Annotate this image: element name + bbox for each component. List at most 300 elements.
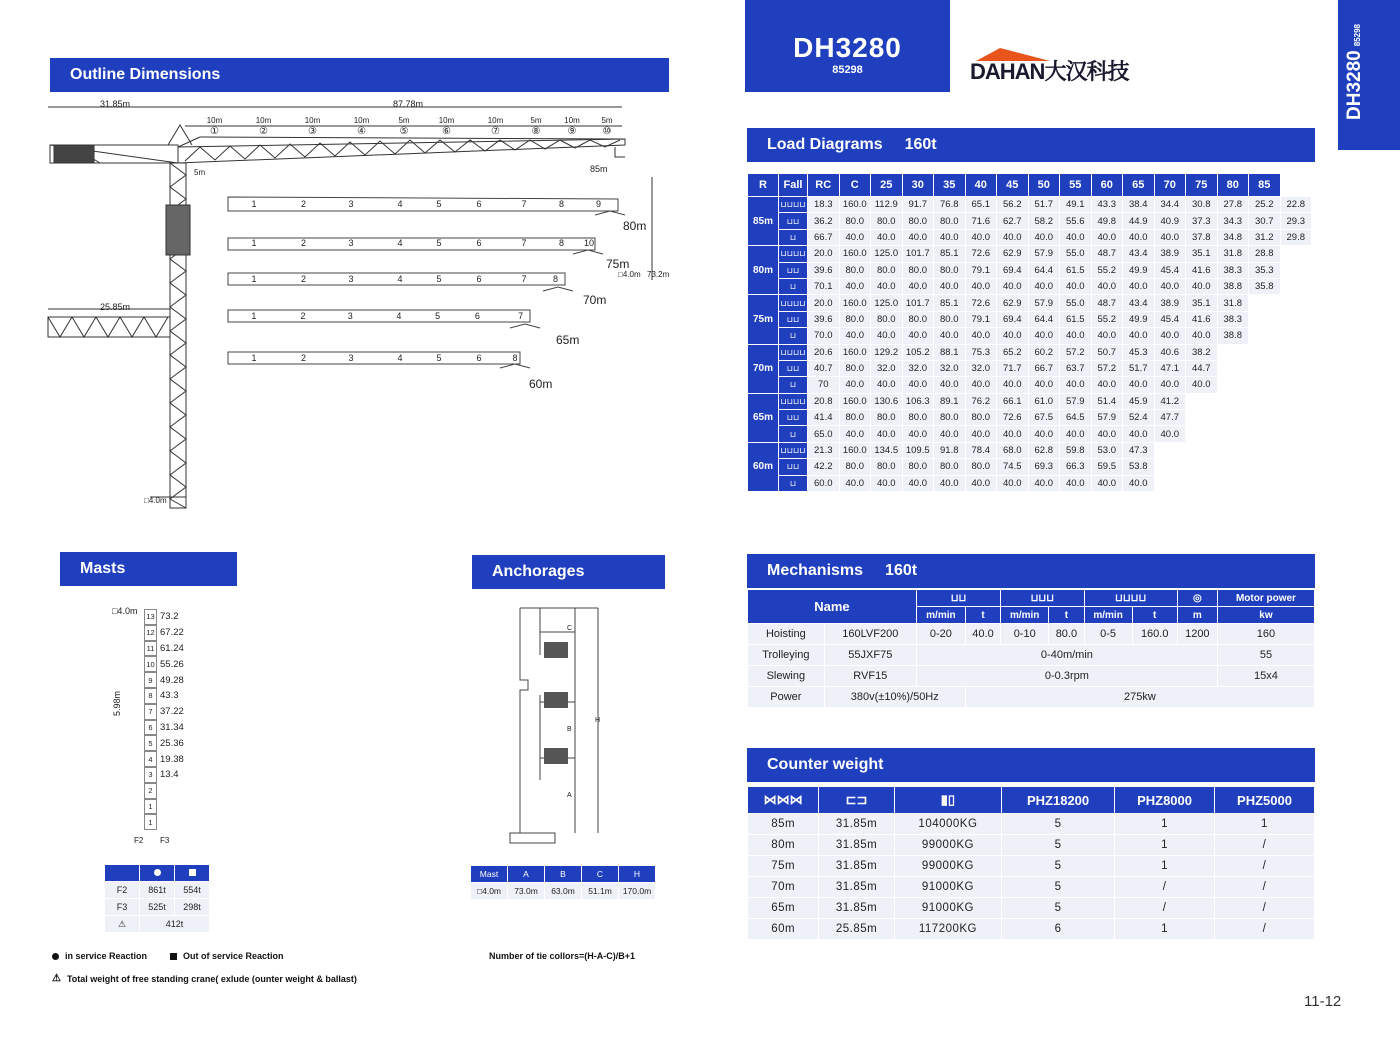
load-cell: 60.2 xyxy=(1029,345,1060,360)
note-total-weight xyxy=(52,973,357,984)
mast-stack xyxy=(144,609,204,830)
cell: 1200 xyxy=(1178,624,1217,644)
load-cell: 40.0 xyxy=(840,426,871,441)
load-cell: 160.0 xyxy=(840,345,871,360)
table-row xyxy=(748,295,1311,310)
fall-icon: ⊔⊔⊔⊔ xyxy=(779,295,807,310)
load-cell: 80.0 xyxy=(934,263,965,278)
table-row xyxy=(748,213,1311,228)
load-cell: 55.0 xyxy=(1060,246,1091,261)
header-cell: Fall xyxy=(779,174,807,196)
load-cell: 30.8 xyxy=(1186,197,1217,212)
load-cell: 40.0 xyxy=(934,377,965,392)
load-cell: 40.0 xyxy=(871,230,902,245)
load-cell: 40.0 xyxy=(840,279,871,294)
load-cell: 59.8 xyxy=(1060,443,1091,458)
jib-seg: 3 xyxy=(348,353,354,363)
load-cell: 40.6 xyxy=(1155,345,1186,360)
mast-level xyxy=(144,799,204,815)
load-cell: 80.0 xyxy=(934,312,965,327)
table-row xyxy=(105,916,209,932)
cell: 5 xyxy=(1002,835,1114,855)
load-cell: 40.0 xyxy=(903,328,934,343)
load-cell: 80.0 xyxy=(840,361,871,376)
load-cell: 40.0 xyxy=(840,377,871,392)
load-cell: 32.0 xyxy=(934,361,965,376)
jib-seg: 1 xyxy=(251,353,257,363)
empty-cell xyxy=(1155,459,1186,474)
load-cell: 59.5 xyxy=(1092,459,1123,474)
load-cell: 79.1 xyxy=(966,263,997,278)
load-cell: 80.0 xyxy=(871,312,902,327)
empty-cell xyxy=(1281,443,1312,458)
jib-seg: 5 xyxy=(436,238,442,248)
load-cell: 40.0 xyxy=(1092,279,1123,294)
mast-height: 55.26 xyxy=(160,658,184,670)
mast-section-number: 4 xyxy=(144,751,157,767)
cell: 1 xyxy=(1115,835,1214,855)
load-cell: 40.0 xyxy=(1060,328,1091,343)
cell: 6 xyxy=(1002,919,1114,939)
load-cell: 70.1 xyxy=(808,279,839,294)
load-cell: 40.0 xyxy=(997,426,1028,441)
load-cell: 20.0 xyxy=(808,295,839,310)
model-name: DH3280 xyxy=(793,32,902,63)
load-cell: 80.0 xyxy=(903,312,934,327)
cell: 91000KG xyxy=(895,877,1001,897)
load-cell: 85.1 xyxy=(934,295,965,310)
load-cell: 39.6 xyxy=(808,312,839,327)
load-cell: 80.0 xyxy=(840,213,871,228)
cell: 160 xyxy=(1218,624,1314,644)
load-cell: 48.7 xyxy=(1092,295,1123,310)
cell: 60m xyxy=(748,919,818,939)
load-cell: 51.7 xyxy=(1123,361,1154,376)
jib-label-75: 75m xyxy=(606,257,630,271)
load-cell: 40.0 xyxy=(871,426,902,441)
load-cell: 60.0 xyxy=(808,476,839,491)
mast-section-number: 10 xyxy=(144,656,157,672)
load-cell: 129.2 xyxy=(871,345,902,360)
header-cell: 80 xyxy=(1218,174,1249,196)
load-cell: 62.8 xyxy=(1029,443,1060,458)
load-cell: 80.0 xyxy=(871,263,902,278)
cell: 31.85m xyxy=(819,877,894,897)
load-cell: 56.2 xyxy=(997,197,1028,212)
load-header xyxy=(747,128,1315,162)
fall-icon: ⊔ xyxy=(779,476,807,491)
load-cell: 160.0 xyxy=(840,443,871,458)
jib-seg: 2 xyxy=(300,353,306,363)
table-row xyxy=(748,624,1314,644)
load-cell: 49.8 xyxy=(1092,213,1123,228)
load-cell: 80.0 xyxy=(840,263,871,278)
mast-section-number: 2 xyxy=(144,783,157,799)
cell: 15x4 xyxy=(1218,666,1314,686)
masts-title: Masts xyxy=(80,560,126,577)
weight-icon: ⚠ xyxy=(105,916,139,932)
load-cell: 40.0 xyxy=(1060,426,1091,441)
load-cell: 20.8 xyxy=(808,394,839,409)
cell: 31.85m xyxy=(819,856,894,876)
table-row xyxy=(748,263,1311,278)
cell: 55JXF75 xyxy=(825,645,916,665)
load-cell: 40.0 xyxy=(1155,328,1186,343)
load-table xyxy=(747,173,1312,492)
cell: / xyxy=(1215,835,1314,855)
mast-section-number: 7 xyxy=(144,704,157,720)
load-cell: 21.3 xyxy=(808,443,839,458)
cell: 0-20 xyxy=(917,624,965,644)
counter-jib-length: 31.85m xyxy=(100,99,131,109)
load-cell: 52.4 xyxy=(1123,410,1154,425)
cell: 117200KG xyxy=(895,919,1001,939)
fall-icon: ⊔⊔⊔⊔ xyxy=(779,345,807,360)
load-cell: 40.0 xyxy=(997,279,1028,294)
cell: 554t xyxy=(175,882,209,898)
jib-seg: 3 xyxy=(348,238,354,248)
load-cell: 40.0 xyxy=(966,230,997,245)
jib-seg: 7 xyxy=(521,274,527,284)
cell: 5 xyxy=(1002,856,1114,876)
cell: 75m xyxy=(748,856,818,876)
cell: □4.0m xyxy=(471,883,507,899)
segment-length: 10m xyxy=(304,116,321,125)
load-cell: 40.0 xyxy=(1092,230,1123,245)
empty-cell xyxy=(1218,459,1249,474)
radius-cell: 65m xyxy=(748,394,778,442)
header-cell: PHZ18200 xyxy=(1002,787,1114,813)
jib-seg: 1 xyxy=(251,238,257,248)
weight-block-icon: ▮▯ xyxy=(895,787,1001,813)
mast-section-number: 12 xyxy=(144,625,157,641)
header-cell: A xyxy=(508,866,544,882)
jib-seg: 8 xyxy=(552,274,558,284)
load-cell: 66.1 xyxy=(997,394,1028,409)
jib-seg: 2 xyxy=(300,311,306,321)
load-cell: 31.8 xyxy=(1218,246,1249,261)
load-cell: 79.1 xyxy=(966,312,997,327)
load-cell: 38.8 xyxy=(1218,279,1249,294)
mast-height: 37.22 xyxy=(160,706,184,718)
jib-seg: 7 xyxy=(521,199,527,209)
load-cell: 40.0 xyxy=(903,426,934,441)
load-cell: 40.0 xyxy=(871,279,902,294)
outline-header xyxy=(50,58,669,92)
load-cell: 109.5 xyxy=(903,443,934,458)
load-cell: 61.0 xyxy=(1029,394,1060,409)
jib-seg: 6 xyxy=(476,199,482,209)
counterweight-title: Counter weight xyxy=(767,756,884,773)
note-in-service xyxy=(52,951,147,961)
cell: 525t xyxy=(140,899,174,915)
load-cell: 80.0 xyxy=(934,213,965,228)
mast-note: □4.0m xyxy=(618,270,641,279)
jib-variant-70 xyxy=(228,274,568,284)
cell: 55 xyxy=(1218,645,1314,665)
cell: 31.85m xyxy=(819,898,894,918)
load-cell: 49.1 xyxy=(1060,197,1091,212)
cell: / xyxy=(1215,877,1314,897)
jib-seg: 6 xyxy=(476,353,482,363)
header-cell: C xyxy=(582,866,618,882)
table-row xyxy=(748,476,1311,491)
load-cell: 62.9 xyxy=(997,246,1028,261)
empty-cell xyxy=(1281,361,1312,376)
jib-seg: 2 xyxy=(300,238,306,248)
load-cell: 40.0 xyxy=(1060,476,1091,491)
load-cell: 40.0 xyxy=(903,230,934,245)
mechanisms-subtitle: 160t xyxy=(885,562,918,579)
load-cell: 40.0 xyxy=(934,279,965,294)
table-row xyxy=(748,877,1314,897)
load-cell: 48.7 xyxy=(1092,246,1123,261)
unit-header: m/min xyxy=(1001,607,1048,623)
load-cell: 34.4 xyxy=(1155,197,1186,212)
load-cell: 55.2 xyxy=(1092,312,1123,327)
load-cell: 35.8 xyxy=(1249,279,1280,294)
segment-length: 10m xyxy=(487,116,504,125)
load-cell: 40.0 xyxy=(1186,279,1217,294)
cell: 160LVF200 xyxy=(825,624,916,644)
row-label: F2 xyxy=(105,882,139,898)
load-cell: 27.8 xyxy=(1218,197,1249,212)
load-cell: 40.0 xyxy=(840,230,871,245)
empty-cell xyxy=(1249,377,1280,392)
load-cell: 40.0 xyxy=(934,328,965,343)
cell: 80m xyxy=(748,835,818,855)
load-cell: 40.0 xyxy=(1155,377,1186,392)
jib-seg: 5 xyxy=(436,274,442,284)
empty-cell xyxy=(1249,426,1280,441)
segment-length: 5m xyxy=(601,116,613,125)
load-cell: 64.4 xyxy=(1029,312,1060,327)
load-cell: 40.0 xyxy=(1029,426,1060,441)
load-cell: 57.2 xyxy=(1092,361,1123,376)
jib-variant-60 xyxy=(228,353,528,363)
anchor-label-c: C xyxy=(567,625,573,632)
load-cell: 43.4 xyxy=(1123,295,1154,310)
logo-triangle-icon xyxy=(976,48,1050,61)
load-cell: 130.6 xyxy=(871,394,902,409)
load-cell: 40.0 xyxy=(1092,426,1123,441)
jib-total-length: 87.78m xyxy=(393,99,424,109)
table-row xyxy=(748,312,1311,327)
cell: 31.85m xyxy=(819,814,894,834)
empty-cell xyxy=(1249,476,1280,491)
hoist-single-icon: ⊔⊔ xyxy=(917,590,1000,606)
jib-label-80: 80m xyxy=(623,219,647,233)
load-cell: 38.2 xyxy=(1186,345,1217,360)
outline-title: Outline Dimensions xyxy=(70,66,221,83)
load-cell: 35.1 xyxy=(1186,295,1217,310)
table-row xyxy=(748,394,1311,409)
load-cell: 160.0 xyxy=(840,295,871,310)
table-row xyxy=(748,410,1311,425)
empty-cell xyxy=(1281,377,1312,392)
load-cell: 105.2 xyxy=(903,345,934,360)
load-cell: 160.0 xyxy=(840,197,871,212)
header-cell: C xyxy=(840,174,871,196)
load-cell: 50.7 xyxy=(1092,345,1123,360)
mast-height: 61.24 xyxy=(160,642,184,654)
table-row xyxy=(748,230,1311,245)
segment-length: 10m xyxy=(564,116,580,125)
jib-seg: 1 xyxy=(251,274,257,284)
load-cell: 40.0 xyxy=(966,279,997,294)
load-cell: 40.0 xyxy=(1155,426,1186,441)
radius-cell: 75m xyxy=(748,295,778,343)
jib-icon: ⋈⋈⋈ xyxy=(748,787,818,813)
jib-seg: 4 xyxy=(397,274,403,284)
segment-number: ③ xyxy=(308,126,317,137)
empty-cell xyxy=(1249,312,1280,327)
fall-icon: ⊔⊔⊔⊔ xyxy=(779,394,807,409)
load-cell: 40.0 xyxy=(871,476,902,491)
mechanisms-title: Mechanisms xyxy=(767,562,864,579)
segment-number: ⑥ xyxy=(442,126,451,137)
load-cell: 70 xyxy=(808,377,839,392)
load-cell: 80.0 xyxy=(903,213,934,228)
table-row xyxy=(748,443,1311,458)
load-cell: 55.6 xyxy=(1060,213,1091,228)
jib-seg: 7 xyxy=(518,311,524,321)
radius-cell: 70m xyxy=(748,345,778,393)
load-cell: 58.2 xyxy=(1029,213,1060,228)
reaction-table xyxy=(104,864,210,933)
header-cell: 30 xyxy=(903,174,934,196)
cell: 99000KG xyxy=(895,856,1001,876)
empty-cell xyxy=(1218,426,1249,441)
load-cell: 40.0 xyxy=(1186,328,1217,343)
jib-seg: 1 xyxy=(251,311,257,321)
mast-level xyxy=(144,735,204,751)
load-cell: 106.3 xyxy=(903,394,934,409)
load-cell: 70.0 xyxy=(808,328,839,343)
counterweight-table xyxy=(747,786,1315,940)
load-cell: 55.2 xyxy=(1092,263,1123,278)
empty-cell xyxy=(1218,361,1249,376)
mast-height: 67.22 xyxy=(160,627,184,639)
load-cell: 40.0 xyxy=(934,476,965,491)
table-row xyxy=(748,345,1311,360)
load-cell: 57.9 xyxy=(1029,246,1060,261)
page-number: 11-12 xyxy=(1304,993,1342,1010)
header-cell: 70 xyxy=(1155,174,1186,196)
load-cell: 40.0 xyxy=(1186,377,1217,392)
load-cell: 57.9 xyxy=(1092,410,1123,425)
load-cell: 30.7 xyxy=(1249,213,1280,228)
table-row xyxy=(748,377,1311,392)
load-cell: 45.4 xyxy=(1155,263,1186,278)
fall-icon: ⊔ xyxy=(779,279,807,294)
mast-section-number: 13 xyxy=(144,609,157,625)
mast-height: 19.38 xyxy=(160,753,184,765)
table-row xyxy=(471,883,655,899)
header-cell: 45 xyxy=(997,174,1028,196)
jib-seg: 6 xyxy=(476,274,482,284)
empty-cell xyxy=(1218,476,1249,491)
cell: / xyxy=(1215,856,1314,876)
jib-seg: 5 xyxy=(436,199,442,209)
tower-top-height: 5m xyxy=(194,168,206,177)
load-cell: 40.0 xyxy=(966,476,997,491)
load-cell: 44.7 xyxy=(1186,361,1217,376)
load-cell: 28.8 xyxy=(1249,246,1280,261)
anchorage-table xyxy=(470,865,656,900)
load-cell: 20.6 xyxy=(808,345,839,360)
cell: 51.1m xyxy=(582,883,618,899)
table-row xyxy=(748,246,1311,261)
mast-level xyxy=(144,641,204,657)
header-cell: 55 xyxy=(1060,174,1091,196)
mast-level xyxy=(144,672,204,688)
side-model-code: 85298 xyxy=(1353,24,1362,47)
load-cell: 75.3 xyxy=(966,345,997,360)
mast-section-number: 1 xyxy=(144,799,157,815)
cell: 0-10 xyxy=(1001,624,1048,644)
load-cell: 49.9 xyxy=(1123,312,1154,327)
fall-icon: ⊔ xyxy=(779,328,807,343)
jib-seg: 3 xyxy=(347,311,353,321)
load-cell: 71.7 xyxy=(997,361,1028,376)
load-cell: 40.0 xyxy=(1060,230,1091,245)
load-cell: 20.0 xyxy=(808,246,839,261)
name-header: Name xyxy=(748,590,916,623)
cell: RVF15 xyxy=(825,666,916,686)
mast-section-number: 1 xyxy=(144,814,157,830)
load-cell: 40.0 xyxy=(903,377,934,392)
weight-icon: ⚠ xyxy=(52,973,61,984)
mast-level xyxy=(144,783,204,799)
load-cell: 53.0 xyxy=(1092,443,1123,458)
load-cell: 37.3 xyxy=(1186,213,1217,228)
fall-icon: ⊔⊔ xyxy=(779,312,807,327)
load-cell: 36.2 xyxy=(808,213,839,228)
empty-cell xyxy=(1249,410,1280,425)
mast-top-label: □4.0m xyxy=(112,606,138,616)
load-cell: 40.0 xyxy=(1123,476,1154,491)
cell: 1 xyxy=(1115,814,1214,834)
load-cell: 69.4 xyxy=(997,263,1028,278)
counter-jib-icon: ⊏⊐ xyxy=(819,787,894,813)
load-cell: 41.2 xyxy=(1155,394,1186,409)
cell: / xyxy=(1115,898,1214,918)
unit-header: m/min xyxy=(917,607,965,623)
note-text: Total weight of free standing crane( exlude (ounter weight & ballast) xyxy=(66,973,357,984)
load-cell: 40.0 xyxy=(1060,279,1091,294)
mech-name: Power xyxy=(748,687,824,707)
load-cell: 38.9 xyxy=(1155,246,1186,261)
hoist-double-icon: ⊔⊔⊔ xyxy=(1001,590,1083,606)
load-cell: 89.1 xyxy=(934,394,965,409)
load-cell: 65.1 xyxy=(966,197,997,212)
load-cell: 40.0 xyxy=(997,230,1028,245)
jib-seg: 8 xyxy=(512,353,518,363)
load-cell: 53.8 xyxy=(1123,459,1154,474)
load-subtitle: 160t xyxy=(904,136,937,153)
load-cell: 69.4 xyxy=(997,312,1028,327)
load-cell: 39.6 xyxy=(808,263,839,278)
counterweight-header xyxy=(747,748,1315,782)
table-row xyxy=(748,361,1311,376)
empty-cell xyxy=(1249,394,1280,409)
load-cell: 74.5 xyxy=(997,459,1028,474)
empty-cell xyxy=(1218,410,1249,425)
load-cell: 40.0 xyxy=(934,230,965,245)
empty-cell xyxy=(1281,328,1312,343)
fall-icon: ⊔⊔ xyxy=(779,459,807,474)
